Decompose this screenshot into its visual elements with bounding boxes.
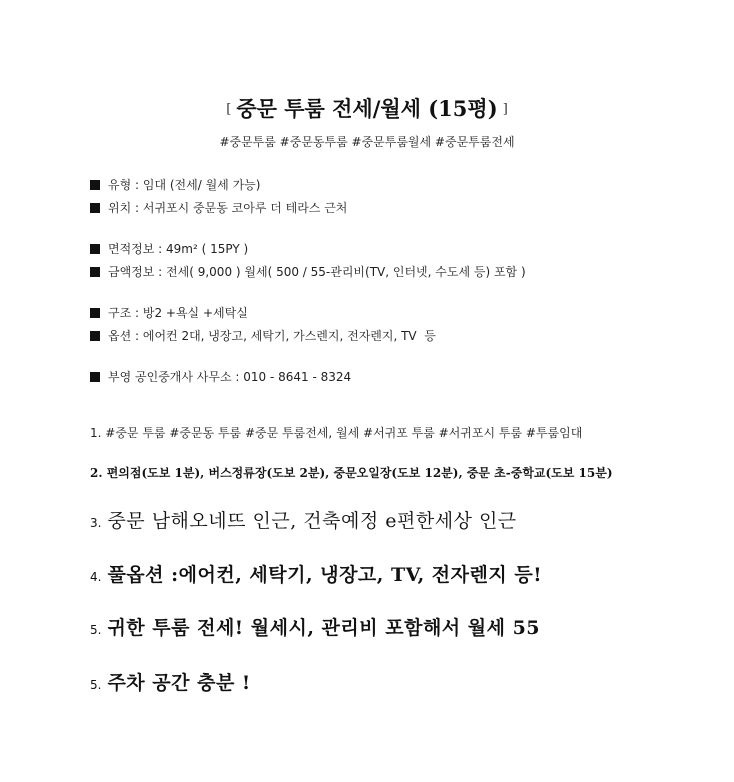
list-item-4-text: 풀옵션 :에어컨, 세탁기, 냉장고, TV, 전자렌지 등!: [107, 564, 543, 586]
square-bullet-icon: [90, 331, 100, 341]
list-item-1: 1. #중문 투룸 #중문동 투룸 #중문 투룸전세, 월세 #서귀포 투룸 #서귀포시 투룸 #투룸임대: [90, 426, 583, 440]
list-item-6-number: 5.: [90, 678, 102, 692]
info-structure-text: 구조 : 방2 +욕실 +세탁실: [108, 306, 248, 320]
hashtags: #중문투룸 #중문동투룸 #중문투룸월세 #중문투룸전세: [219, 135, 515, 149]
square-bullet-icon: [90, 372, 100, 382]
info-location: [90, 199, 347, 216]
info-price: [90, 263, 526, 280]
list-item-3-number: 3.: [90, 516, 102, 530]
title-open-bracket: [: [226, 102, 232, 117]
info-area: [90, 240, 248, 257]
list-item-2: 2. 편의점(도보 1분), 버스정류장(도보 2분), 중문오일장(도보 12분), 중문 초-중학교(도보 15분): [90, 466, 613, 480]
info-options-text: 옵션 : 에어컨 2대, 냉장고, 세탁기, 가스렌지, 전자렌지, TV 등: [108, 329, 436, 343]
info-area-text: 면적정보 : 49m² ( 15PY ): [108, 242, 249, 256]
list-item-6: [90, 668, 251, 695]
list-item-3: [90, 506, 517, 533]
list-item-4-number: 4.: [90, 570, 102, 584]
square-bullet-icon: [90, 244, 100, 254]
info-location-text: 위치 : 서귀포시 중문동 코아루 더 테라스 근처: [108, 201, 348, 215]
list-item-5-number: 5.: [90, 623, 102, 637]
square-bullet-icon: [90, 267, 100, 277]
list-item-3-text: 중문 남해오네뜨 인근, 건축예정 e편한세상 인근: [107, 510, 517, 532]
title-close-bracket: ]: [502, 102, 508, 117]
square-bullet-icon: [90, 203, 100, 213]
square-bullet-icon: [90, 308, 100, 318]
list-item-5-text: 귀한 투룸 전세! 월세시, 관리비 포함해서 월세 55: [107, 617, 541, 639]
info-price-text: 금액정보 : 전세( 9,000 ) 월세( 500 / 55-관리비(TV, 인터넷, 수도세 등) 포함 ): [108, 265, 526, 279]
info-agency: [90, 368, 351, 385]
title-text: 중문 투룸 전세/월세 (15평): [236, 96, 498, 121]
list-item-6-text: 주차 공간 충분 !: [107, 672, 251, 694]
info-structure: [90, 304, 248, 321]
list-item-5: [90, 613, 540, 640]
list-item-4: [90, 560, 542, 587]
square-bullet-icon: [90, 180, 100, 190]
info-options: [90, 327, 436, 344]
page-title: [0, 93, 734, 123]
info-agency-text: 부영 공인중개사 사무소 : 010 - 8641 - 8324: [108, 370, 352, 384]
info-type-text: 유형 : 임대 (전세/ 월세 가능): [108, 178, 261, 192]
info-type: [90, 176, 260, 193]
